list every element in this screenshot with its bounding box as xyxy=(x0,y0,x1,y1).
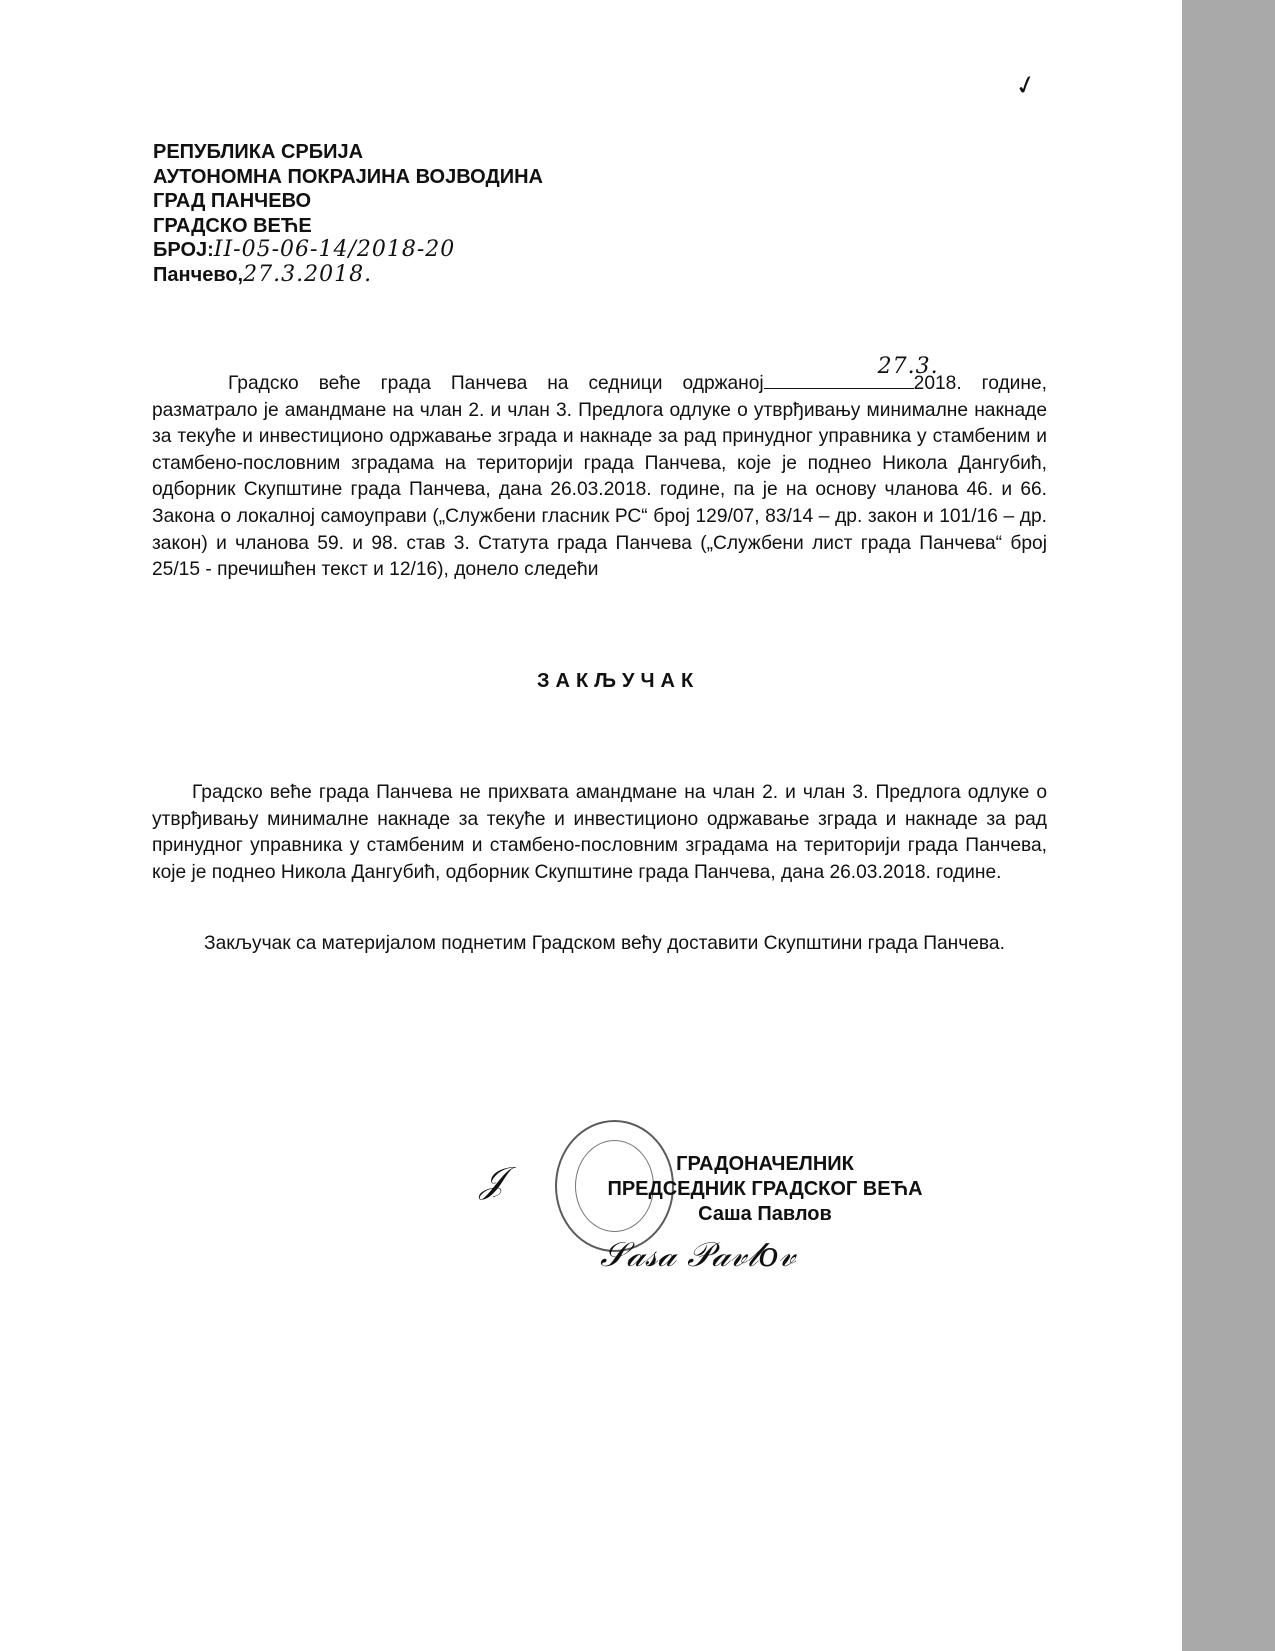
header-line: ГРАД ПАНЧЕВО xyxy=(153,190,312,212)
preamble-paragraph: Градско веће града Панчева на седници одржаној 27.3. 2018. године, разматрало је амандмане на члан 2. и члан 3. Предлога одлуке о утврђивању минималне накнаде за текуће и инвестиционо одржавање зграда и накнаде за рад принудног управника у стамбеним и стамбено-пословним зградама на територији града Панчева, које је поднео Никола Дангубић, одборник Скупштине града Панчева, дана 26.03.2018. године, па је на основу чланова 46. и 66. Закона о локалној самоуправи („Службени гласник РС“ број 129/07, 83/14 – др. закон и 101/16 – др. закон) и чланова 59. и 98. став 3. Статута града Панчева („Службени лист града Панчева“ број 25/15 - пречишћен текст и 12/16), донело следећи xyxy=(152,354,1047,581)
document-title: ЗАКЉУЧАК xyxy=(537,670,700,692)
signatory-role: ПРЕДСЕДНИК ГРАДСКОГ ВЕЋА xyxy=(607,1178,923,1200)
delivery-paragraph: Закључак са материјалом поднетим Градском већу доставити Скупштини града Панчева. xyxy=(204,933,1005,954)
document-number: БРОЈ:II-05-06-14/2018-20 xyxy=(153,237,456,262)
handwritten-number: II-05-06-14/2018-20 xyxy=(213,237,456,262)
scan-margin xyxy=(1182,0,1275,1651)
handwritten-date: 27.3.2018. xyxy=(243,261,373,287)
date-blank xyxy=(764,354,939,389)
signature-block xyxy=(565,1152,965,1227)
handwritten-initials: 𝒥 xyxy=(480,1160,505,1201)
handwritten-signature: 𝒮𝒶𝓈𝒶 𝒫𝒶𝓋𝓁𝑜𝓋 xyxy=(600,1235,796,1275)
handwritten-check-mark: ✓ xyxy=(1011,67,1041,103)
header-line: ГРАДСКО ВЕЋЕ xyxy=(153,214,312,237)
header-line: АУТОНОМНА ПОКРАЈИНА ВОЈВОДИНА xyxy=(153,165,543,188)
conclusion-paragraph: Градско веће града Панчева не прихвата амандмане на члан 2. и члан 3. Предлога одлуке о утврђивању минималне накнаде за текуће и инвестиционо одржавање зграда и накнаде за рад принудног управника у стамбеним и стамбено-пословним зградама на територији града Панчева, које је поднео Никола Дангубић, одборник Скупштине града Панчева, дана 26.03.2018. године. xyxy=(152,782,1047,883)
header-line: РЕПУБЛИКА СРБИЈА xyxy=(153,141,364,163)
signatory-title: ГРАДОНАЧЕЛНИК xyxy=(676,1153,854,1175)
handwritten-session-date: 27.3. xyxy=(877,354,939,379)
document-header xyxy=(153,140,543,287)
signatory-name: Саша Павлов xyxy=(698,1203,832,1225)
document-place-date: Панчево,27.3.2018. xyxy=(153,261,373,287)
